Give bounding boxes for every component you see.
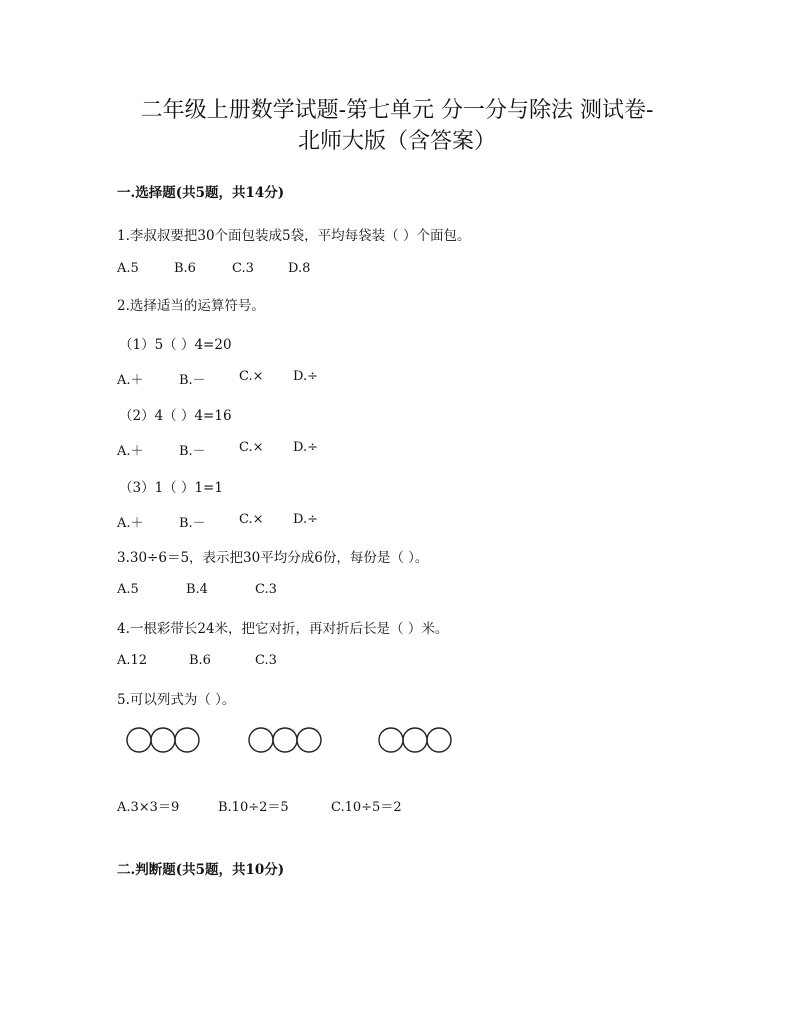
section-1-heading: 一.选择题(共5题，共14分) [117, 185, 285, 201]
question-3-option-a[interactable]: A.5 [117, 582, 139, 597]
question-1-option-d[interactable]: D.8 [288, 261, 311, 276]
question-2-sub-2-option-d[interactable]: D.÷ [293, 440, 318, 455]
question-4-option-a[interactable]: A.12 [117, 653, 148, 668]
circle-group-2 [249, 728, 321, 752]
question-3-option-c[interactable]: C.3 [255, 582, 277, 597]
question-4-text: 4.一根彩带长24米，把它对折，再对折后长是（ ）米。 [117, 621, 449, 637]
question-2-sub-3-option-b[interactable]: B.－ [179, 516, 206, 531]
question-2-sub-3-option-a[interactable]: A.＋ [117, 516, 144, 531]
question-5-option-c[interactable]: C.10÷5＝2 [331, 800, 402, 815]
question-2-sub-2-option-a[interactable]: A.＋ [117, 444, 144, 459]
circle [403, 728, 427, 752]
question-2-sub-1-option-d[interactable]: D.÷ [293, 369, 318, 384]
question-4-option-b[interactable]: B.6 [189, 653, 211, 668]
question-5-text: 5.可以列式为（ ）。 [117, 692, 236, 708]
question-2-sub-2: （2）4（ ）4=16 [119, 408, 232, 424]
circle [127, 728, 151, 752]
circle [297, 728, 321, 752]
question-1-option-c[interactable]: C.3 [232, 261, 254, 276]
circle [379, 728, 403, 752]
question-2-sub-3-option-c[interactable]: C.× [239, 512, 264, 527]
circle [249, 728, 273, 752]
circle [273, 728, 297, 752]
question-5-option-a[interactable]: A.3×3＝9 [117, 800, 180, 815]
question-5-option-b[interactable]: B.10÷2＝5 [218, 800, 289, 815]
circle [151, 728, 175, 752]
question-2-sub-1-option-c[interactable]: C.× [239, 369, 264, 384]
circle-group-1 [127, 728, 199, 752]
question-2-sub-2-option-b[interactable]: B.－ [179, 444, 206, 459]
question-2-text: 2.选择适当的运算符号。 [117, 298, 265, 314]
circle [427, 728, 451, 752]
question-1-option-a[interactable]: A.5 [117, 261, 139, 276]
section-2-heading: 二.判断题(共5题，共10分) [117, 862, 285, 878]
question-3-option-b[interactable]: B.4 [186, 582, 208, 597]
question-2-sub-1-option-b[interactable]: B.－ [179, 373, 206, 388]
question-3-text: 3.30÷6＝5，表示把30平均分成6份，每份是（ ）。 [117, 550, 429, 566]
question-2-sub-2-option-c[interactable]: C.× [239, 440, 264, 455]
question-2-sub-1: （1）5（ ）4=20 [119, 337, 232, 353]
question-2-sub-3: （3）1（ ）1=1 [119, 480, 223, 496]
question-2-sub-1-option-a[interactable]: A.＋ [117, 373, 144, 388]
question-2-sub-3-option-d[interactable]: D.÷ [293, 512, 318, 527]
question-1-text: 1.李叔叔要把30个面包装成5袋，平均每袋装（ ）个面包。 [117, 228, 471, 244]
document-title-line-1: 二年级上册数学试题-第七单元 分一分与除法 测试卷- [140, 98, 654, 123]
circle-group-3 [379, 728, 451, 752]
document-title-line-2: 北师大版（含答案） [297, 129, 496, 154]
circle [175, 728, 199, 752]
question-1-option-b[interactable]: B.6 [174, 261, 196, 276]
question-4-option-c[interactable]: C.3 [255, 653, 277, 668]
